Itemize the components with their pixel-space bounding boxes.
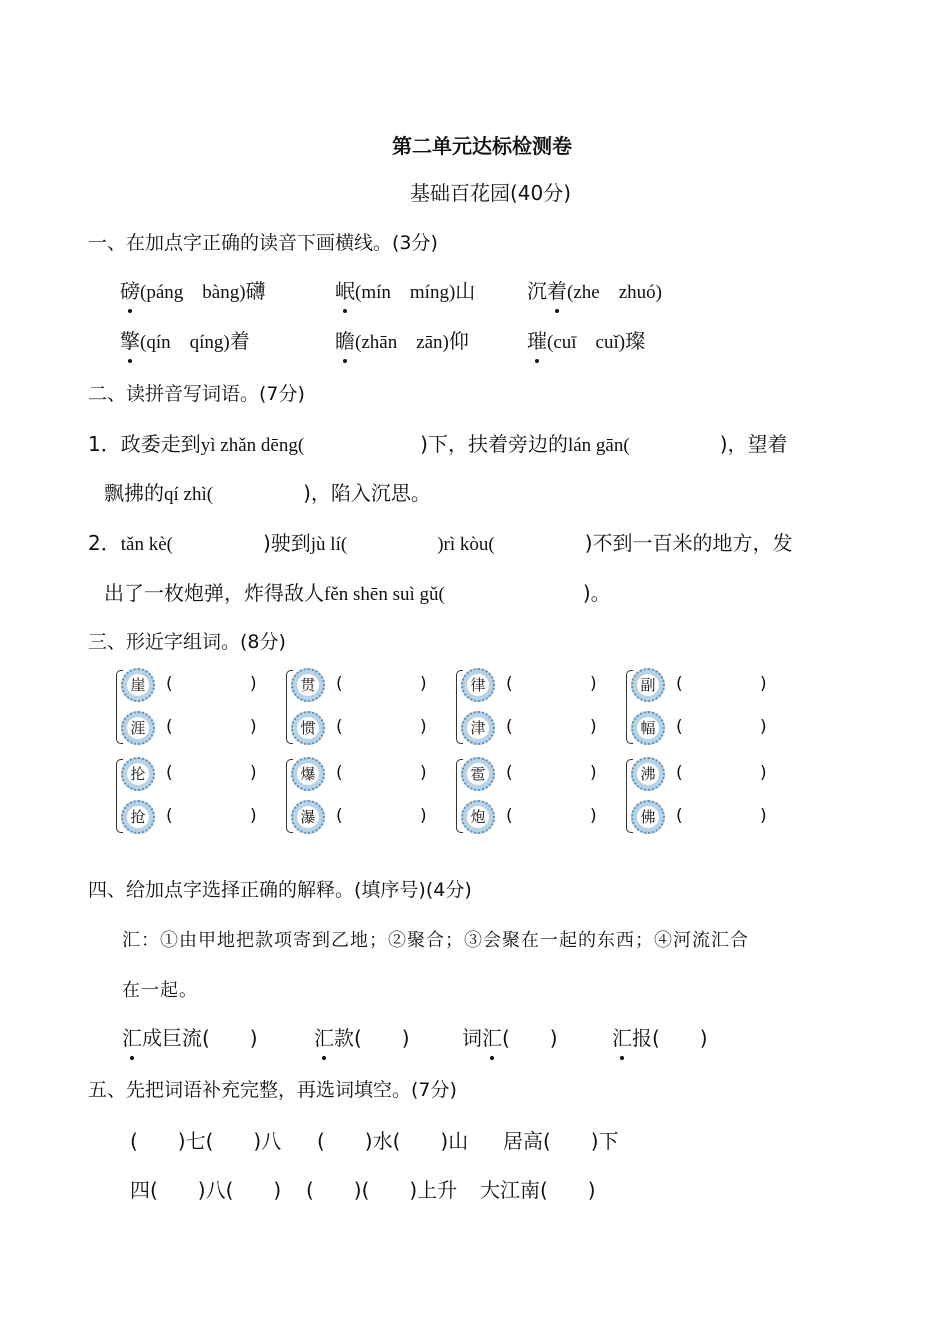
page-title: 第二单元达标检测卷 [392,134,572,158]
answer-close-paren: ) [420,763,427,783]
badge-char: 抡 [127,763,149,785]
s1-item-5 [335,325,469,354]
definition-line-1: 汇：①由甲地把款项寄到乙地；②聚合；③会聚在一起的东西；④河流汇合 [122,930,749,951]
answer-open-paren[interactable]: ( [166,717,173,737]
answer-open-paren[interactable]: ( [506,763,513,783]
badge-char: 佛 [637,806,659,828]
dotted-char: 汇 [482,1022,502,1051]
pinyin: jù lí( [310,534,348,555]
answer-open-paren[interactable]: ( [166,763,173,783]
answer-open-paren[interactable]: ( [336,674,343,694]
pinyin: tǎn kè( [120,534,173,555]
s5-row2-item3[interactable]: 大江南( ) [480,1178,596,1202]
s4-word-1[interactable] [122,1022,258,1051]
char-badge [461,757,495,791]
section-subtitle: 基础百花园(40分) [410,181,572,205]
char-badge [461,668,495,702]
pinyin: qí zhì( [164,484,214,505]
answer-open-paren[interactable]: ( [676,674,683,694]
pinyin-options[interactable]: (mín míng) [355,282,456,303]
text: )不到一百米的地方，发 [584,531,793,555]
char-badge [631,800,665,834]
char-badge [291,757,325,791]
s1-item-1 [120,275,266,304]
dotted-char: 磅 [120,275,140,304]
word-rest: 仰 [448,329,469,353]
badge-char: 律 [467,674,489,696]
s1-item-3 [527,275,662,304]
answer-open-paren[interactable]: ( [676,806,683,826]
word-rest: 山 [455,279,476,303]
word-rest: 璨 [625,329,646,353]
badge-char: 瀑 [297,806,319,828]
pinyin-options[interactable]: (cuī cuǐ) [547,332,626,353]
char-badge [121,711,155,745]
s2-q2-line2 [104,577,611,606]
word-pre: 词 [462,1026,482,1050]
s1-item-2 [335,275,475,304]
text: )，望着 [719,432,788,456]
s1-item-6 [527,325,645,354]
char-badge [291,800,325,834]
dotted-char: 擎 [120,325,140,354]
char-badge [461,800,495,834]
s5-row2-item2[interactable]: ( )( )上升 [306,1178,458,1202]
answer-open-paren[interactable]: ( [166,806,173,826]
word-post: 款( ) [334,1026,410,1050]
badge-char: 惯 [297,717,319,739]
pinyin-options[interactable]: (zhe zhuó) [567,282,662,303]
char-badge [461,711,495,745]
answer-open-paren[interactable]: ( [166,674,173,694]
answer-close-paren: ) [250,717,257,737]
answer-close-paren: ) [590,806,597,826]
answer-close-paren: ) [760,763,767,783]
s2-heading: 二、读拼音写词语。(7分) [88,383,305,405]
s4-word-4[interactable] [612,1022,708,1051]
answer-close-paren: ) [590,674,597,694]
answer-open-paren[interactable]: ( [336,717,343,737]
char-badge [121,800,155,834]
char-badge [631,711,665,745]
answer-close-paren: ) [250,674,257,694]
word-post: 报( ) [632,1026,708,1050]
char-badge [121,757,155,791]
answer-close-paren: ) [420,674,427,694]
text: )驶到 [262,531,311,555]
answer-close-paren: ) [250,806,257,826]
char-badge [121,668,155,702]
dotted-char: 着 [547,275,567,304]
answer-close-paren: ) [420,717,427,737]
dotted-char: 汇 [122,1022,142,1051]
answer-open-paren[interactable]: ( [506,717,513,737]
dotted-char: 瞻 [335,325,355,354]
s5-row1-item1[interactable]: ( )七( )八 [130,1129,282,1153]
answer-open-paren[interactable]: ( [676,717,683,737]
pinyin: lán gān( [567,435,630,456]
word-post: ( ) [502,1026,558,1050]
badge-char: 炮 [467,806,489,828]
pinyin: fěn shēn suì gǔ( [324,584,445,605]
s2-q2-line1 [88,527,793,556]
word-rest: 礴 [245,279,266,303]
text: )，陷入沉思。 [303,481,431,505]
badge-char: 涯 [127,717,149,739]
q-number: 2． [88,531,121,555]
answer-close-paren: ) [760,674,767,694]
s2-q1-line2 [104,477,431,506]
char-badge [631,668,665,702]
s5-row1-item2[interactable]: ( )水( )山 [317,1129,469,1153]
pinyin-options[interactable]: (páng bàng) [140,282,246,303]
badge-char: 雹 [467,763,489,785]
answer-close-paren: ) [590,763,597,783]
badge-char: 贯 [297,674,319,696]
badge-char: 抢 [127,806,149,828]
answer-open-paren[interactable]: ( [506,674,513,694]
text: )下，扶着旁边的 [420,432,568,456]
badge-char: 爆 [297,763,319,785]
definition-line-2: 在一起。 [122,980,198,1001]
char-badge [291,711,325,745]
answer-close-paren: ) [420,806,427,826]
text: )。 [582,581,611,605]
text: 飘拂的 [104,481,164,505]
pinyin: yì zhǎn dēng( [200,435,305,456]
badge-char: 沸 [637,763,659,785]
text: 政委走到 [120,432,201,456]
dotted-char: 璀 [527,325,547,354]
dotted-char: 汇 [612,1022,632,1051]
pinyin-options[interactable]: (zhān zān) [355,332,449,353]
word-pre: 沉 [527,279,547,303]
badge-char: 崖 [127,674,149,696]
char-badge [631,757,665,791]
s5-row2-item1[interactable]: 四( )八( ) [130,1178,282,1202]
answer-open-paren[interactable]: ( [506,806,513,826]
word-post: 成巨流( ) [142,1026,258,1050]
badge-char: 副 [637,674,659,696]
dotted-char: 汇 [314,1022,334,1051]
answer-open-paren[interactable]: ( [336,806,343,826]
s5-heading: 五、先把词语补充完整，再选词填空。(7分) [88,1079,457,1101]
badge-char: 幅 [637,717,659,739]
s4-word-2[interactable] [314,1022,410,1051]
s4-heading: 四、给加点字选择正确的解释。(填序号)(4分) [88,879,472,901]
pinyin: )rì kòu( [437,534,495,555]
char-badge [291,668,325,702]
pinyin-options[interactable]: (qín qíng) [140,332,230,353]
badge-char: 津 [467,717,489,739]
answer-open-paren[interactable]: ( [676,763,683,783]
s2-q1-line1 [88,428,788,457]
s1-heading: 一、在加点字正确的读音下画横线。(3分) [88,232,438,254]
s1-item-4 [120,325,250,354]
s4-word-3[interactable] [462,1022,558,1051]
answer-close-paren: ) [250,763,257,783]
s5-row1-item3[interactable]: 居高( )下 [503,1129,619,1153]
answer-close-paren: ) [760,717,767,737]
q-number: 1． [88,432,121,456]
answer-close-paren: ) [760,806,767,826]
dotted-char: 岷 [335,275,355,304]
word-rest: 着 [229,329,250,353]
answer-close-paren: ) [590,717,597,737]
text: 出了一枚炮弹，炸得敌人 [104,581,324,605]
s3-heading: 三、形近字组词。(8分) [88,631,286,653]
answer-open-paren[interactable]: ( [336,763,343,783]
